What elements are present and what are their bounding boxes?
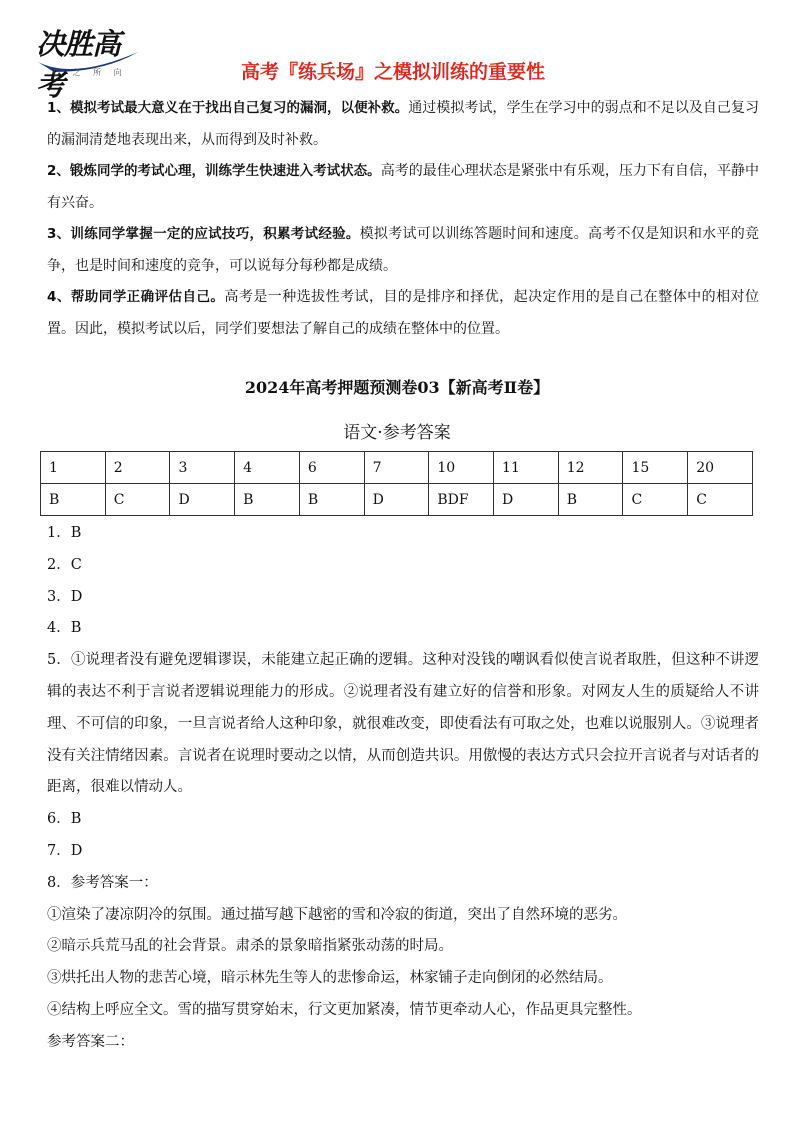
logo-subtitle: 心 之 所 向 <box>52 68 127 77</box>
intro-text: 通过模拟考试，学生在学习中的弱点和不足以及自己复习的漏洞清楚地表现出来，从而得到及时补救。 <box>47 100 759 148</box>
question-number-cell: 12 <box>558 452 623 484</box>
logo-text: 决胜高考 <box>36 27 121 102</box>
answer-line: ③烘托出人物的悲苦心境，暗示林先生等人的悲惨命运，林家铺子走向倒闭的必然结局。 <box>47 970 613 987</box>
question-number-cell: 20 <box>688 452 753 484</box>
question-number-cell: 2 <box>105 452 170 484</box>
answer-line: 6．B <box>47 811 82 828</box>
answer-cell: B <box>41 484 106 516</box>
intro-paragraph <box>47 156 759 219</box>
question-number-cell: 7 <box>364 452 429 484</box>
answer-cell: B <box>558 484 623 516</box>
answer-line: 4．B <box>47 620 82 637</box>
intro-text: 模拟考试可以训练答题时间和速度。高考不仅是知识和水平的竞争，也是时间和速度的竞争，可以说每分每秒都是成绩。 <box>47 226 759 274</box>
subject-title: 语文·参考答案 <box>343 423 451 443</box>
answer-cell: D <box>364 484 429 516</box>
question-number-cell: 6 <box>299 452 364 484</box>
intro-paragraph <box>47 219 759 282</box>
answer-line: 1．B <box>47 525 82 541</box>
question-number-cell: 15 <box>623 452 688 484</box>
intro-text: 高考的最佳心理状态是紧张中有乐观，压力下有自信，平静中有兴奋。 <box>47 163 759 211</box>
intro-paragraph <box>47 282 759 345</box>
intro-paragraph <box>47 93 759 156</box>
question-number-cell: 1 <box>41 452 106 484</box>
answer-body <box>47 518 759 1059</box>
intro-bold: 4、帮助同学正确评估自己。 <box>47 289 225 305</box>
question-number-cell: 10 <box>429 452 494 484</box>
answer-line: 2．C <box>47 556 82 573</box>
answer-cell: D <box>494 484 559 516</box>
question-number-cell: 11 <box>494 452 559 484</box>
answer-table-number-row <box>41 452 753 484</box>
answer-line: ①渲染了凄凉阴冷的氛围。通过描写越下越密的雪和冷寂的街道，突出了自然环境的恶劣。 <box>47 906 627 923</box>
exam-title: 2024年高考押题预测卷03【新高考Ⅱ卷】 <box>244 378 550 397</box>
answer-cell: B <box>235 484 300 516</box>
intro-bold: 1、模拟考试最大意义在于找出自己复习的漏洞，以便补救。 <box>47 100 409 116</box>
answer-line: 参考答案二： <box>47 1033 134 1050</box>
intro-text: 高考是一种选拔性考试，目的是排序和择优，起决定作用的是自己在整体中的相对位置。因此，模拟考试以后，同学们要想法了解自己的成绩在整体中的位置。 <box>47 289 759 337</box>
question-number-cell: 3 <box>170 452 235 484</box>
answer-cell: C <box>105 484 170 516</box>
banner-title <box>0 57 794 84</box>
answer-table-answer-row <box>41 484 753 516</box>
answer-cell: C <box>688 484 753 516</box>
answer-cell: C <box>623 484 688 516</box>
answer-line: 3．D <box>47 588 83 605</box>
answer-line: ②暗示兵荒马乱的社会背景。肃杀的景象暗指紧张动荡的时局。 <box>47 938 453 955</box>
answer-line: ④结构上呼应全文。雪的描写贯穿始末，行文更加紧凑，情节更牵动人心，作品更具完整性。 <box>47 1001 642 1018</box>
answer-cell: D <box>170 484 235 516</box>
answer-paragraph: 5．①说理者没有避免逻辑谬误，未能建立起正确的逻辑。这种对没钱的嘲讽看似使言说者取胜，但这种不讲逻辑的表达不利于言说者逻辑说理能力的形成。②说理者没有建立好的信誉和形象。对网友人生的质疑给人不讲理、不可信的印象，一旦言说者给人这种印象，就很难改变，即使看法有可取之处，也难以说服别人。③说理者没有关注情绪因素。言说者在说理时要动之以情，从而创造共识。用傲慢的表达方式只会拉开言说者与对话者的距离，很难以情动人。 <box>47 652 759 796</box>
intro-bold: 2、锻炼同学的考试心理，训练学生快速进入考试状态。 <box>47 163 381 179</box>
answer-cell: B <box>299 484 364 516</box>
answer-cell: BDF <box>429 484 494 516</box>
answer-table <box>40 451 753 516</box>
intro-bold: 3、训练同学掌握一定的应试技巧，积累考试经验。 <box>47 226 360 242</box>
answer-line: 7．D <box>47 842 83 859</box>
intro-section <box>47 93 759 345</box>
banner-title-text: 高考『练兵场』之模拟训练的重要性 <box>240 61 545 83</box>
question-number-cell: 4 <box>235 452 300 484</box>
answer-line: 8．参考答案一： <box>47 874 158 891</box>
